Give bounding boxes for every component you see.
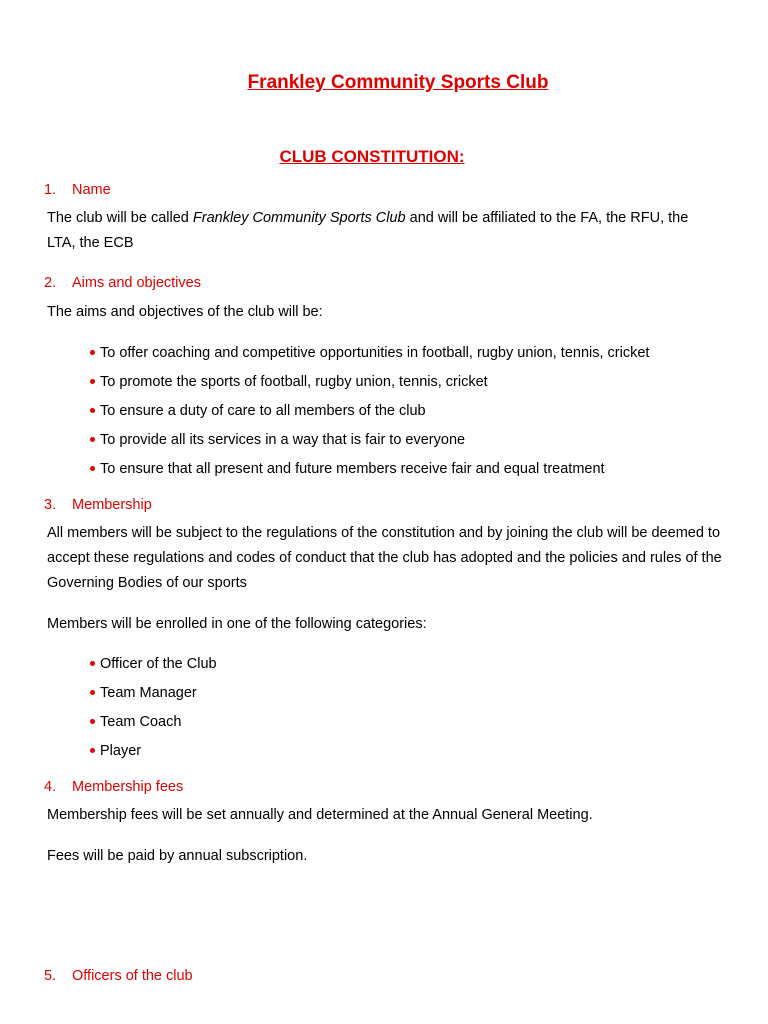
- section-number: 2.: [44, 275, 57, 291]
- section-heading-aims: [44, 275, 201, 291]
- bullet-dot-icon: [90, 690, 95, 695]
- list-item: To offer coaching and competitive opportunities in football, rugby union, tennis, cricket: [90, 345, 649, 361]
- club-name-italic: Frankley Community Sports Club: [192, 210, 406, 226]
- section-heading-name: [44, 182, 111, 198]
- section-title: Membership: [72, 497, 152, 513]
- bullet-dot-icon: [90, 661, 95, 666]
- section-number: 1.: [44, 182, 57, 198]
- membership-paragraph: All members will be subject to the regulations of the constitution and by joining the club will be deemed to accept these regulations and codes of conduct that the club has adopted and the policies and rules of the Governing Bodies of our sports: [47, 525, 722, 591]
- bullet-dot-icon: [90, 408, 95, 413]
- document-subtitle: CLUB CONSTITUTION:: [279, 147, 465, 166]
- list-item: Officer of the Club: [90, 656, 217, 672]
- section-title: Membership fees: [72, 779, 184, 795]
- bullet-dot-icon: [90, 719, 95, 724]
- section-title: Aims and objectives: [72, 275, 201, 291]
- section-number: 3.: [44, 497, 57, 513]
- list-item: Team Manager: [90, 685, 197, 701]
- list-item: Player: [90, 743, 141, 759]
- bullet-dot-icon: [90, 466, 95, 471]
- list-item: To promote the sports of football, rugby union, tennis, cricket: [90, 374, 488, 390]
- section-number: 4.: [44, 779, 57, 795]
- section-title: Name: [72, 182, 111, 198]
- section-heading-membership: [44, 497, 152, 513]
- section-heading-officers: [44, 968, 193, 984]
- name-paragraph: The club will be called Frankley Community Sports Club and will be affiliated to the FA, the RFU, the LTA, the ECB: [47, 210, 689, 251]
- bullet-dot-icon: [90, 379, 95, 384]
- list-item: To provide all its services in a way that is fair to everyone: [90, 432, 465, 448]
- list-item: To ensure that all present and future members receive fair and equal treatment: [90, 461, 605, 477]
- section-heading-fees: [44, 779, 183, 795]
- section-title: Officers of the club: [72, 968, 193, 984]
- document-title: Frankley Community Sports Club: [247, 72, 549, 93]
- bullet-dot-icon: [90, 350, 95, 355]
- list-item: To ensure a duty of care to all members of the club: [90, 403, 426, 419]
- bullet-dot-icon: [90, 437, 95, 442]
- list-item: Team Coach: [90, 714, 181, 730]
- section-number: 5.: [44, 968, 57, 984]
- fees-paragraph-1: Membership fees will be set annually and determined at the Annual General Meeting.: [47, 807, 593, 823]
- fees-paragraph-2: Fees will be paid by annual subscription.: [47, 848, 308, 864]
- bullet-dot-icon: [90, 748, 95, 753]
- aims-intro: The aims and objectives of the club will be:: [47, 304, 323, 320]
- membership-intro: Members will be enrolled in one of the following categories:: [47, 616, 427, 632]
